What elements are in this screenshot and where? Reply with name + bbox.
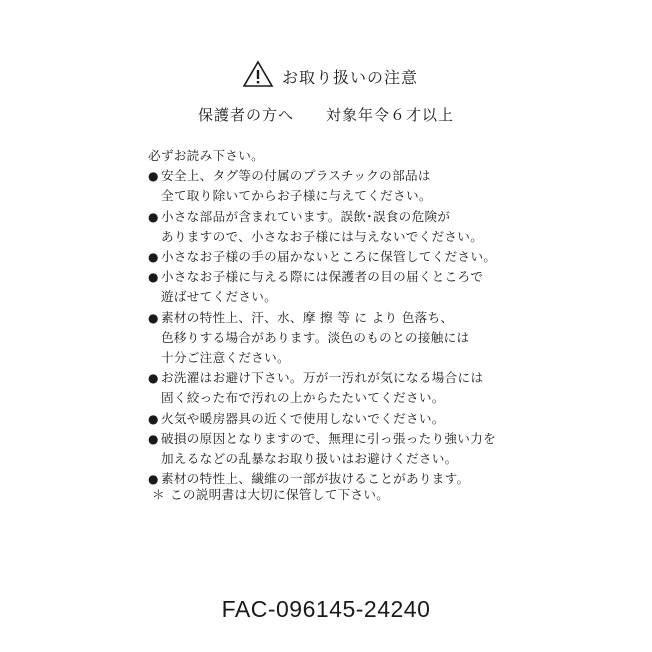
bullet-mark: ● <box>148 411 159 426</box>
caution-item <box>148 247 528 267</box>
bullet-mark: ● <box>148 209 159 224</box>
caution-item-text <box>161 267 483 307</box>
bullet-mark: ● <box>148 472 159 487</box>
caution-line: 全て取り除いてからお子様に与えてください。 <box>161 188 432 204</box>
bullet-mark: ● <box>148 250 159 265</box>
title-row <box>0 60 652 92</box>
caution-item-text <box>161 308 469 369</box>
caution-item-text <box>161 247 496 267</box>
bullet-mark: ● <box>148 431 159 446</box>
caution-line: 小さなお子様に与える際には保護者の目の届くところで <box>161 269 484 285</box>
caution-item-text <box>161 409 445 429</box>
keep-note <box>152 484 389 503</box>
bullet-mark: ● <box>148 371 159 386</box>
asterisk-mark: ＊ <box>152 487 165 502</box>
caution-line: 加えるなどの乱暴なお取り扱いはお避けください。 <box>161 451 458 467</box>
product-code: FAC-096145-24240 <box>221 596 431 622</box>
caution-line: 小さなお子様の手の届かないところに保管してください。 <box>161 249 497 265</box>
caution-line: 破損の原因となりますので、無理に引っ張ったり強い力を <box>161 430 496 446</box>
note-text: この説明書は大切に保管して下さい。 <box>170 487 390 502</box>
caution-item-text <box>161 368 483 408</box>
caution-content <box>148 146 528 489</box>
caution-line: 素材の特性上、汗、水、摩 擦 等 に より 色落ち、 <box>161 309 454 325</box>
caution-item <box>148 409 528 429</box>
age-notice: 対象年令６才以上 <box>326 106 455 124</box>
caution-item <box>148 368 528 408</box>
caution-item-text <box>161 429 496 469</box>
caution-line: お洗濯はお避け下さい。万が一汚れが気になる場合には <box>161 370 484 386</box>
caution-item <box>148 308 528 369</box>
caution-line: 火気や暖房器具の近くで使用しないでください。 <box>161 410 445 426</box>
audience-label: 保護者の方へ <box>197 106 294 124</box>
caution-line: 色移りする場合があります。淡色のものとの接触には <box>161 329 470 345</box>
caution-list <box>148 166 528 489</box>
caution-item-text <box>161 166 432 206</box>
bullet-mark: ● <box>148 169 159 184</box>
caution-line: 固く絞った布で汚れの上からたたいてください。 <box>161 390 445 406</box>
intro-text: 必ずお読み下さい。 <box>148 148 265 163</box>
caution-line: 素材の特性上、繊維の一部が抜けることがあります。 <box>161 471 470 487</box>
bullet-mark: ● <box>148 270 159 285</box>
caution-item-text <box>161 207 483 247</box>
caution-item <box>148 267 528 307</box>
bullet-mark: ● <box>148 310 159 325</box>
caution-line: 安全上、タグ等の付属のプラスチックの部品は <box>161 168 431 184</box>
caution-line: 十分ご注意ください。 <box>161 350 290 366</box>
subtitle-row <box>0 104 652 125</box>
caution-line: ありますので、小さなお子様には与えないでください。 <box>161 228 484 244</box>
caution-line: 小さな部品が含まれています。誤飲･誤食の危険が <box>161 208 451 224</box>
page-title: お取り扱いの注意 <box>281 67 418 87</box>
warning-triangle-icon <box>234 60 282 92</box>
caution-item <box>148 429 528 469</box>
caution-line: 遊ばせてください。 <box>161 289 278 305</box>
caution-item <box>148 166 528 206</box>
caution-item <box>148 207 528 247</box>
